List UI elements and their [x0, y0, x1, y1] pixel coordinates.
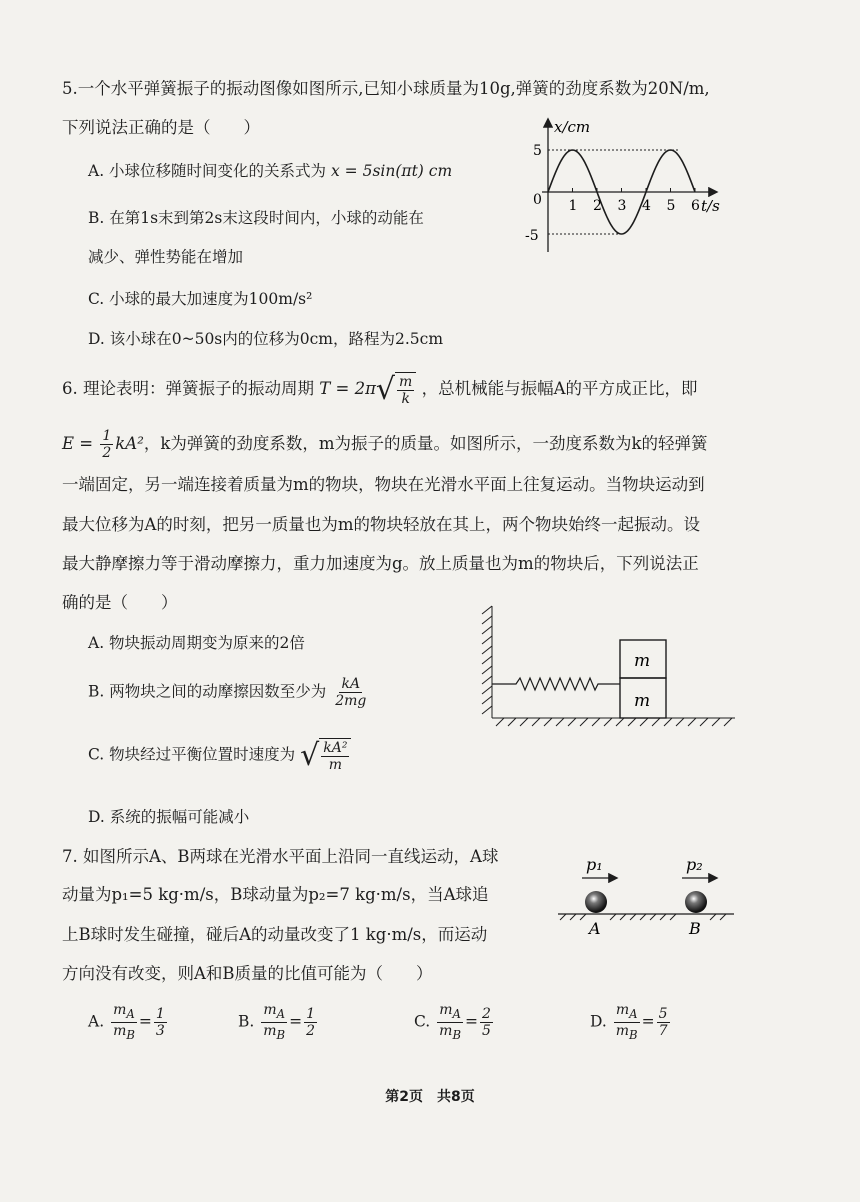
p2-label: p₂: [686, 855, 703, 874]
q6-stem-post: ，总机械能与振幅A的平方成正比，即: [421, 379, 698, 398]
y-axis-label: x/cm: [554, 118, 591, 136]
q6-option-c: [88, 738, 351, 773]
x-tick-label-4: 4: [642, 198, 651, 214]
q6-stem-line2: [62, 428, 707, 461]
q5-stem-line2: 下列说法正确的是（ ）: [62, 118, 260, 137]
q7-option-b-ratio: $\frac{1}{2}$: [306, 1005, 316, 1039]
q6-energy-formula: E = $\frac{1}{2}$ kA²: [62, 428, 144, 461]
q5-option-c: C. 小球的最大加速度为100m/s²: [88, 290, 313, 308]
q6-option-b-fraction: $\frac{kA}{2mg}$: [335, 676, 367, 709]
q7-line4: 方向没有改变，则A和B质量的比值可能为（ ）: [62, 964, 433, 983]
x-tick-label-5: 5: [666, 198, 676, 214]
ground-hatching: [560, 914, 726, 920]
block-bottom-label: m: [634, 691, 651, 711]
q7-option-c-ratio: $\frac{2}{5}$: [482, 1005, 491, 1039]
q7-line2: 动量为p₁=5 kg·m/s，B球动量为p₂=7 kg·m/s，当A球追: [62, 885, 489, 904]
q6-option-a: A. 物块振动周期变为原来的2倍: [88, 634, 305, 652]
q5-option-b-line2: 减少、弹性势能在增加: [88, 248, 244, 266]
y-top-label: 5: [533, 143, 542, 159]
q6-option-c-root: √ $\frac{\text{kA²}}{m}$: [300, 738, 351, 773]
q7-option-c: C. $\frac{m_A}{m_B}$ = $\frac{2}{5}$: [414, 1002, 491, 1042]
q6-line6: 确的是（ ）: [62, 593, 178, 612]
y-bottom-label: -5: [525, 228, 539, 244]
x-axis-label: t/s: [701, 197, 720, 215]
q7-option-a-letter: A.: [88, 1012, 105, 1031]
ball-b-label: B: [689, 919, 701, 938]
ball-a: [585, 891, 607, 913]
x-tick-label-1: 1: [568, 198, 578, 214]
ball-a-label: A: [589, 919, 601, 938]
q6-line5: 最大静摩擦力等于滑动摩擦力，重力加速度为g。放上质量也为m的物块后，下列说法正: [62, 554, 699, 573]
q6-option-b: [88, 676, 370, 709]
q7-option-b-letter: B.: [238, 1012, 255, 1031]
q7-line3: 上B球时发生碰撞，碰后A的动量改变了1 kg·m/s，而运动: [62, 925, 488, 944]
q6-line3: 一端固定，另一端连接着质量为m的物块，物块在光滑水平面上往复运动。当物块运动到: [62, 475, 705, 494]
origin-label: 0: [533, 192, 542, 208]
q7-option-d: D. $\frac{m_A}{m_B}$ = $\frac{5}{7}$: [590, 1002, 668, 1042]
q6-stem-line1: [62, 372, 698, 407]
q5-option-a-formula: x = 5sin(πt) cm: [331, 162, 453, 180]
q7-line1: 7. 如图所示A、B两球在光滑水平面上沿同一直线运动，A球: [62, 847, 499, 866]
q7-option-a: A. $\frac{m_A}{m_B}$ = $\frac{1}{3}$: [88, 1002, 165, 1042]
q5-stem-line1: 5.一个水平弹簧振子的振动图像如图所示,已知小球质量为10g,弹簧的劲度系数为20N/m,: [62, 79, 710, 98]
displacement-time-graph: [518, 112, 728, 262]
q6-stem-pre: 6. 理论表明：弹簧振子的振动周期: [62, 379, 314, 398]
q6-period-formula: T = 2π √ $\frac{m}{k}$: [319, 379, 416, 398]
q6-option-c-text: C. 物块经过平衡位置时速度为: [88, 745, 296, 764]
spring-block-diagram: [480, 600, 740, 728]
p1-label: p₁: [586, 855, 603, 874]
x-tick-label-3: 3: [617, 198, 627, 214]
q5-option-a-text: A. 小球位移随时间变化的关系式为: [88, 162, 327, 180]
q7-option-d-letter: D.: [590, 1012, 607, 1031]
floor-hatching: [492, 718, 735, 726]
q5-option-a: [88, 160, 452, 182]
q5-option-b-line1: B. 在第1s末到第2s末这段时间内，小球的动能在: [88, 209, 424, 227]
wall-hatching: [482, 606, 492, 718]
x-tick-label-2: 2: [593, 198, 602, 214]
q7-option-c-letter: C.: [414, 1012, 431, 1031]
x-tick-label-6: 6: [691, 198, 700, 214]
q6-line2-post: ，k为弹簧的劲度系数，m为振子的质量。如图所示，一劲度系数为k的轻弹簧: [143, 434, 708, 453]
q5-option-d: D. 该小球在0~50s内的位移为0cm，路程为2.5cm: [88, 330, 444, 348]
ball-b: [685, 891, 707, 913]
two-ball-diagram: [556, 848, 736, 940]
spring: [492, 678, 620, 690]
q7-option-b: B. $\frac{m_A}{m_B}$ = $\frac{1}{2}$: [238, 1002, 316, 1042]
q7-option-d-ratio: $\frac{5}{7}$: [658, 1005, 668, 1039]
page-footer: 第2页 共8页: [385, 1089, 475, 1105]
block-top-label: m: [634, 651, 651, 671]
q7-option-a-ratio: $\frac{1}{3}$: [155, 1005, 165, 1039]
q6-option-b-text: B. 两物块之间的动摩擦因数至少为: [88, 682, 327, 701]
q6-option-d: D. 系统的振幅可能减小: [88, 808, 250, 826]
q6-line4: 最大位移为A的时刻，把另一质量也为m的物块轻放在其上，两个物块始终一起振动。设: [62, 515, 701, 534]
